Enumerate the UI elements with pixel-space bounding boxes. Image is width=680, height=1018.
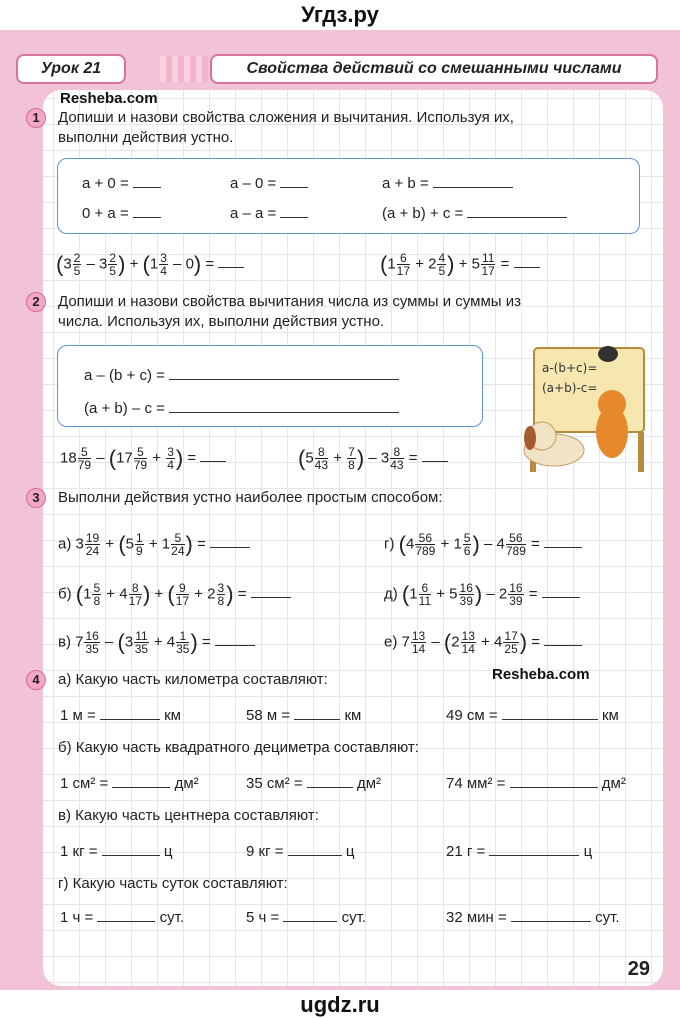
task-4-v-row: 1 кг = ц [60,843,173,860]
task-4-number: 4 [26,670,46,690]
watermark-mid: Resheba.com [492,666,590,683]
task-4-a-row: 1 м = км [60,707,181,724]
task-4-a-text: а) Какую часть километра составляют: [58,671,328,688]
task-3-text: Выполни действия устно наиболее простым способом: [58,489,443,506]
task-3-v: в) 7 $\frac{16}{35}$ – (3 $\frac{11}{35}$ + 4 $\frac{1}{35}$ ) = [58,630,255,655]
prop-0-plus-a: 0 + a = [82,202,161,224]
task-1-number: 1 [26,108,46,128]
task-1-expr-2: (1 $\frac{6}{17}$ + 2 $\frac{4}{5}$ ) + 5 $\frac{11}{17}$ = [380,252,540,277]
prop-a-plus-0: a + 0 = [82,172,161,194]
task-4-v-text: в) Какую часть центнера составляют: [58,807,319,824]
task-3-e: е) 7 $\frac{13}{14}$ – (2 $\frac{13}{14}$ + 4 $\frac{17}{25}$ ) = [384,630,582,655]
prop-a-minus-0: a – 0 = [230,172,308,194]
prop-sum-sub: (a + b) – c = [84,397,399,419]
task-4-b-text: б) Какую часть квадратного дециметра составляют: [58,739,419,756]
task-3-a: а) 3 $\frac{19}{24}$ + (5 $\frac{1}{9}$ + 1 $\frac{5}{24}$ ) = [58,532,250,557]
task-4-b-row: 1 см² = дм² [60,775,199,792]
task-3-b: б) (1 $\frac{5}{8}$ + 4 $\frac{8}{17}$ ) + ( $\frac{9}{17}$ + 2 $\frac{3}{8}$ ) = [58,582,291,607]
prop-a-minus-a: a – a = [230,202,308,224]
prop-sub-sum: a – (b + c) = [84,364,399,386]
lesson-title: Свойства действий со смешанными числами [246,60,622,77]
page-number: 29 [627,958,650,980]
task-4-a-row-3: 49 см = км [446,707,619,724]
task-3-number: 3 [26,488,46,508]
task-2-number: 2 [26,292,46,312]
task-4-g-text: г) Какую часть суток составляют: [58,875,288,892]
prop-assoc-add: (a + b) + c = [382,202,567,224]
board-text-1: a-(b+c)= [542,361,598,375]
lesson-tab [16,54,126,84]
site-footer: ugdz.ru [300,992,380,1017]
task-4-g-row-2: 5 ч = сут. [246,909,366,926]
task-2-expr-2: (5 $\frac{8}{43}$ + $\frac{7}{8}$ ) – 3 $\frac{8}{43}$ = [298,446,448,471]
header-stripes [160,56,208,82]
task-3-d: д) (1 $\frac{6}{11}$ + 5 $\frac{16}{39}$ ) – 2 $\frac{16}{39}$ = [384,582,580,607]
task-4-b-row-2: 35 см² = дм² [246,775,381,792]
task-1-text-1: Допиши и назови свойства сложения и вычитания. Используя их, [58,109,514,126]
task-4-v-row-3: 21 г = ц [446,843,593,860]
cat-dog-illustration [512,342,648,480]
site-header: Угдз.ру [301,2,379,27]
task-1-text-2: выполни действия устно. [58,129,234,146]
task-3-g: г) (4 $\frac{56}{789}$ + 1 $\frac{5}{6}$ ) – 4 $\frac{56}{789}$ = [384,532,582,557]
title-tab [210,54,658,84]
task-1-expr-1: (3 $\frac{2}{5}$ – 3 $\frac{2}{5}$ ) + (1 $\frac{3}{4}$ – 0) = [56,252,244,277]
watermark-top: Resheba.com [60,90,158,107]
task-4-v-row-2: 9 кг = ц [246,843,355,860]
prop-a-plus-b: a + b = [382,172,513,194]
task-2-text-1: Допиши и назови свойства вычитания числа из суммы и суммы из [58,293,521,310]
task-4-a-row-2: 58 м = км [246,707,362,724]
task-2-text-2: числа. Используя их, выполни действия устно. [58,313,385,330]
task-4-g-row: 1 ч = сут. [60,909,184,926]
task-4-g-row-3: 32 мин = сут. [446,909,620,926]
lesson-label: Урок 21 [40,60,102,77]
task-4-b-row-3: 74 мм² = дм² [446,775,626,792]
board-text-2: (a+b)-c= [542,381,598,395]
task-2-expr-1: 18 $\frac{5}{79}$ – (17 $\frac{5}{79}$ + $\frac{3}{4}$ ) = [60,446,226,471]
